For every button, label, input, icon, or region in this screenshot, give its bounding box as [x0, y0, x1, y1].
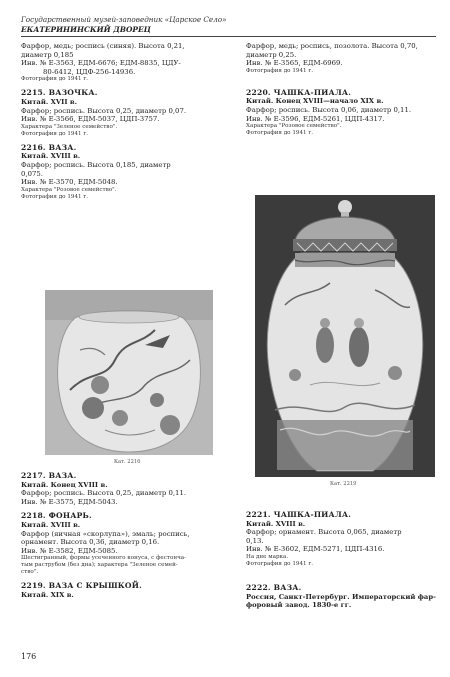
entry-2221-material-2: 0,13.	[246, 536, 264, 545]
entry-2220-photo-note: Фотография до 1941 г.	[246, 130, 314, 137]
entry-2219-title: 2219. ВАЗА С КРЫШКОЙ.	[21, 581, 142, 591]
right-continued-photo-note: Фотография до 1941 г.	[246, 67, 314, 74]
entry-2216-character: Характера "Розовое семейство".	[21, 186, 117, 193]
photo-vase-2216	[45, 290, 213, 455]
entry-2220-material: Фарфор; роспись. Высота 0,06, диаметр 0,11.	[246, 105, 412, 114]
right-continued-size: диаметр 0,25.	[246, 50, 297, 59]
entry-2221-photo-note: Фотография до 1941 г.	[246, 560, 314, 567]
entry-2219-origin: Китай. XIX в.	[21, 590, 74, 599]
entry-2221-title: 2221. ЧАШКА-ПИАЛА.	[246, 510, 352, 519]
left-column-top	[21, 42, 226, 201]
entry-2220-inventory: Инв. № Е-3596, ЕДМ-5261, ЦДП-4317.	[246, 114, 385, 123]
vase-2216-image	[45, 290, 213, 455]
entry-2215-material: Фарфор; роспись. Высота 0,25, диаметр 0,07.	[21, 106, 187, 115]
photo-lidded-vase-2219	[255, 195, 435, 477]
entry-2221-origin: Китай. XVIII в.	[246, 519, 306, 528]
page-number: 176	[21, 652, 37, 661]
caption-2216: Кат. 2216	[114, 459, 141, 465]
entry-2215-character: Характера "Зеленое семейство".	[21, 123, 118, 130]
entry-2215-origin: Китай. XVII в.	[21, 97, 77, 106]
entry-2222-origin-1: Россия, Санкт-Петербург. Императорский фар-	[246, 592, 436, 601]
entry-2217-material: Фарфор; роспись. Высота 0,25, диаметр 0,11.	[21, 489, 187, 498]
entry-2221-material-1: Фарфор; орнамент. Высота 0,065, диаметр	[246, 528, 402, 537]
entry-2218-inventory: Инв. № Е-3582, ЕДМ-5085.	[21, 546, 118, 555]
continued-photo-note: Фотография до 1941 г.	[21, 76, 89, 83]
right-continued-material: Фарфор, медь; роспись, позолота. Высота 0,70,	[246, 42, 418, 50]
continued-inventory-2: 80-6412, ЦДФ-256-14936.	[43, 67, 136, 76]
entry-2216-inventory: Инв. № Е-3570, ЕДМ-5048.	[21, 178, 118, 187]
entry-2220-origin: Китай. Конец XVIII—начало XIX в.	[246, 97, 384, 106]
entry-2220-character: Характера "Розовое семейство".	[246, 123, 342, 130]
entry-2221-inventory: Инв. № Е-3602, ЕДМ-5271, ЦДП-4316.	[246, 545, 385, 554]
header-rule	[21, 36, 436, 37]
entry-2217-origin: Китай. Конец XVIII в.	[21, 480, 108, 489]
continued-material: Фарфор, медь; роспись (синяя). Высота 0,21,	[21, 42, 185, 50]
right-column-bottom	[246, 505, 441, 610]
entry-2216-origin: Китай. XVIII в.	[21, 152, 81, 161]
entry-2222-origin-2: форовый завод. 1830-е гг.	[246, 601, 352, 610]
right-column-top	[246, 42, 441, 137]
entry-2218-title: 2218. ФОНАРЬ.	[21, 511, 92, 521]
caption-2219: Кат. 2219	[330, 481, 357, 487]
entry-2222-title: 2222. ВАЗА.	[246, 582, 302, 592]
entry-2218-note-1: Шестигранный, формы усеченного конуса, с фестонча-	[21, 555, 186, 562]
entry-2216-material-1: Фарфор; роспись. Высота 0,185, диаметр	[21, 160, 171, 169]
entry-2216-title: 2216. ВАЗА.	[21, 142, 77, 152]
entry-2220-title: 2220. ЧАШКА-ПИАЛА.	[246, 87, 352, 97]
entry-2216-photo-note: Фотография до 1941 г.	[21, 193, 89, 200]
entry-2218-material-2: орнамент. Высота 0,36, диаметр 0,16.	[21, 538, 160, 547]
entry-2218-material-1: Фарфор (яичная «скорлупа»), эмаль; роспись,	[21, 529, 190, 538]
entry-2216-material-2: 0,075.	[21, 169, 43, 178]
entry-2215-title: 2215. ВАЗОЧКА.	[21, 88, 98, 98]
left-column-bottom	[21, 466, 226, 600]
running-header-museum: Государственный музей-заповедник «Царское Село»	[21, 15, 227, 24]
vase-2219-image	[255, 195, 435, 477]
entry-2215-inventory: Инв. № Е-3566, ЕДМ-5037, ЦДП-3757.	[21, 115, 160, 124]
continued-inventory-1: Инв. № Е-3563, ЕДМ-6676; ЕДМ-8835, ЦДУ-	[21, 59, 181, 68]
continued-size: диаметр 0,185	[21, 50, 74, 59]
entry-2218-note-3: ство".	[21, 569, 39, 576]
entry-2215-photo-note: Фотография до 1941 г.	[21, 130, 89, 137]
entry-2218-note-2: тым раструбом (без дна); характера "Зеленое семей-	[21, 562, 178, 569]
entry-2218-origin: Китай. XVIII в.	[21, 520, 81, 529]
running-header-palace: ЕКАТЕРИНИНСКИЙ ДВОРЕЦ	[21, 25, 151, 34]
entry-2221-mark: На дне марка.	[246, 553, 289, 560]
right-continued-inventory: Инв. № Е-3565, ЕДМ-6969.	[246, 59, 343, 68]
entry-2217-title: 2217. ВАЗА.	[21, 471, 77, 480]
entry-2217-inventory: Инв. № Е-3575, ЕДМ-5043.	[21, 497, 118, 506]
